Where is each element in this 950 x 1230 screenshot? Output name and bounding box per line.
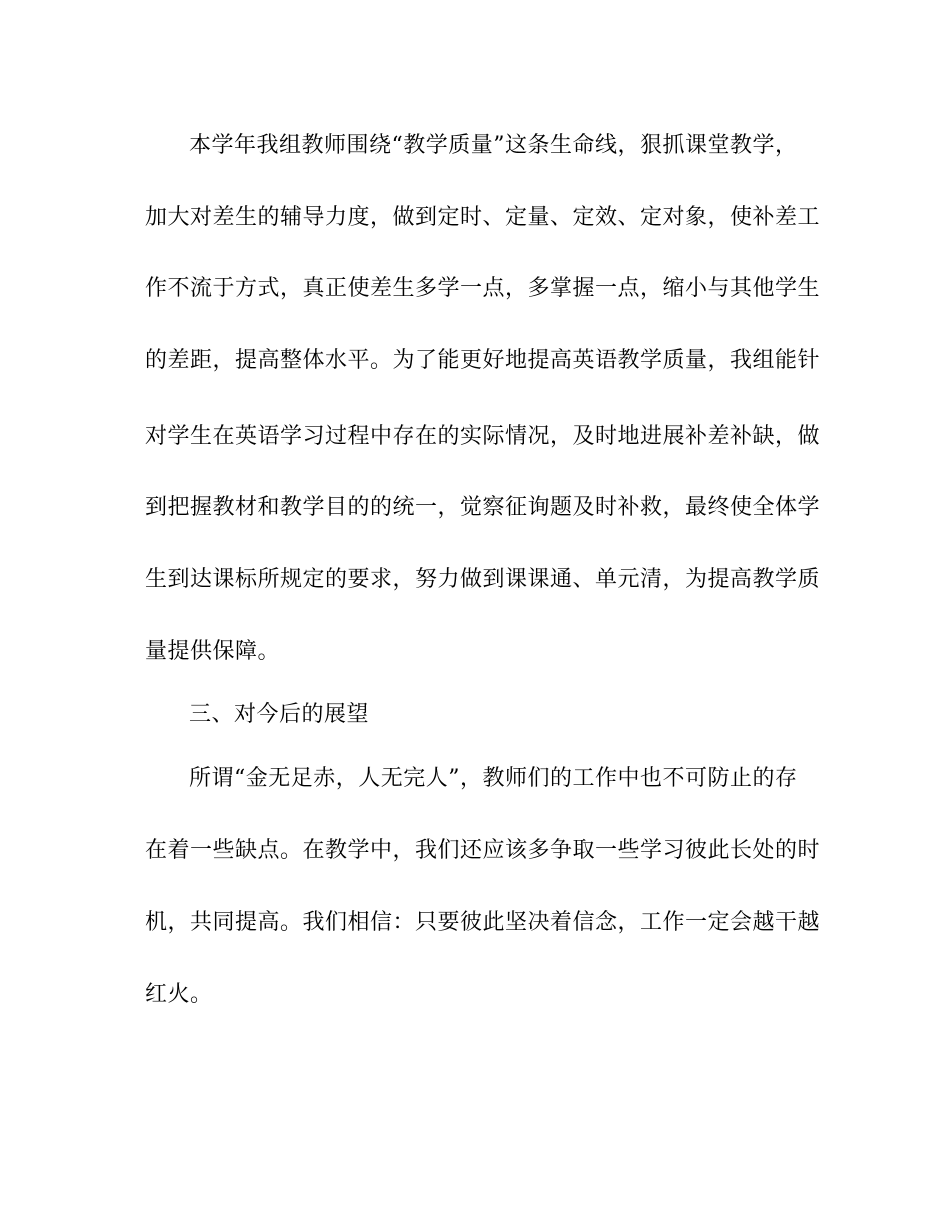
- paragraph-1-line-1: 本学年我组教师围绕“教学质量”这条生命线，狠抓课堂教学，: [189, 133, 798, 158]
- section-heading: 三、对今后的展望: [189, 702, 370, 727]
- paragraph-1-line-5: 对学生在英语学习过程中存在的实际情况，及时地进展补差补缺，做: [145, 424, 821, 449]
- paragraph-1-line-4: 的差距，提高整体水平。为了能更好地提高英语教学质量，我组能针: [145, 348, 821, 373]
- paragraph-2-line-1: 所谓“金无足赤，人无完人”，教师们的工作中也不可防止的存: [189, 766, 798, 791]
- paragraph-2-line-4: 红火。: [145, 982, 213, 1007]
- paragraph-1-line-2: 加大对差生的辅导力度，做到定时、定量、定效、定对象，使补差工: [145, 205, 821, 230]
- paragraph-1-line-7: 生到达课标所规定的要求，努力做到课课通、单元清，为提高教学质: [145, 567, 821, 592]
- paragraph-1-line-8: 量提供保障。: [145, 639, 281, 664]
- paragraph-2-line-2: 在着一些缺点。在教学中，我们还应该多争取一些学习彼此长处的时: [145, 838, 821, 863]
- paragraph-2-line-3: 机，共同提高。我们相信：只要彼此坚决着信念，工作一定会越干越: [145, 910, 821, 935]
- paragraph-1-line-3: 作不流于方式，真正使差生多学一点，多掌握一点，缩小与其他学生: [145, 276, 821, 301]
- paragraph-1-line-6: 到把握教材和教学目的的统一，觉察征询题及时补救，最终使全体学: [145, 495, 821, 520]
